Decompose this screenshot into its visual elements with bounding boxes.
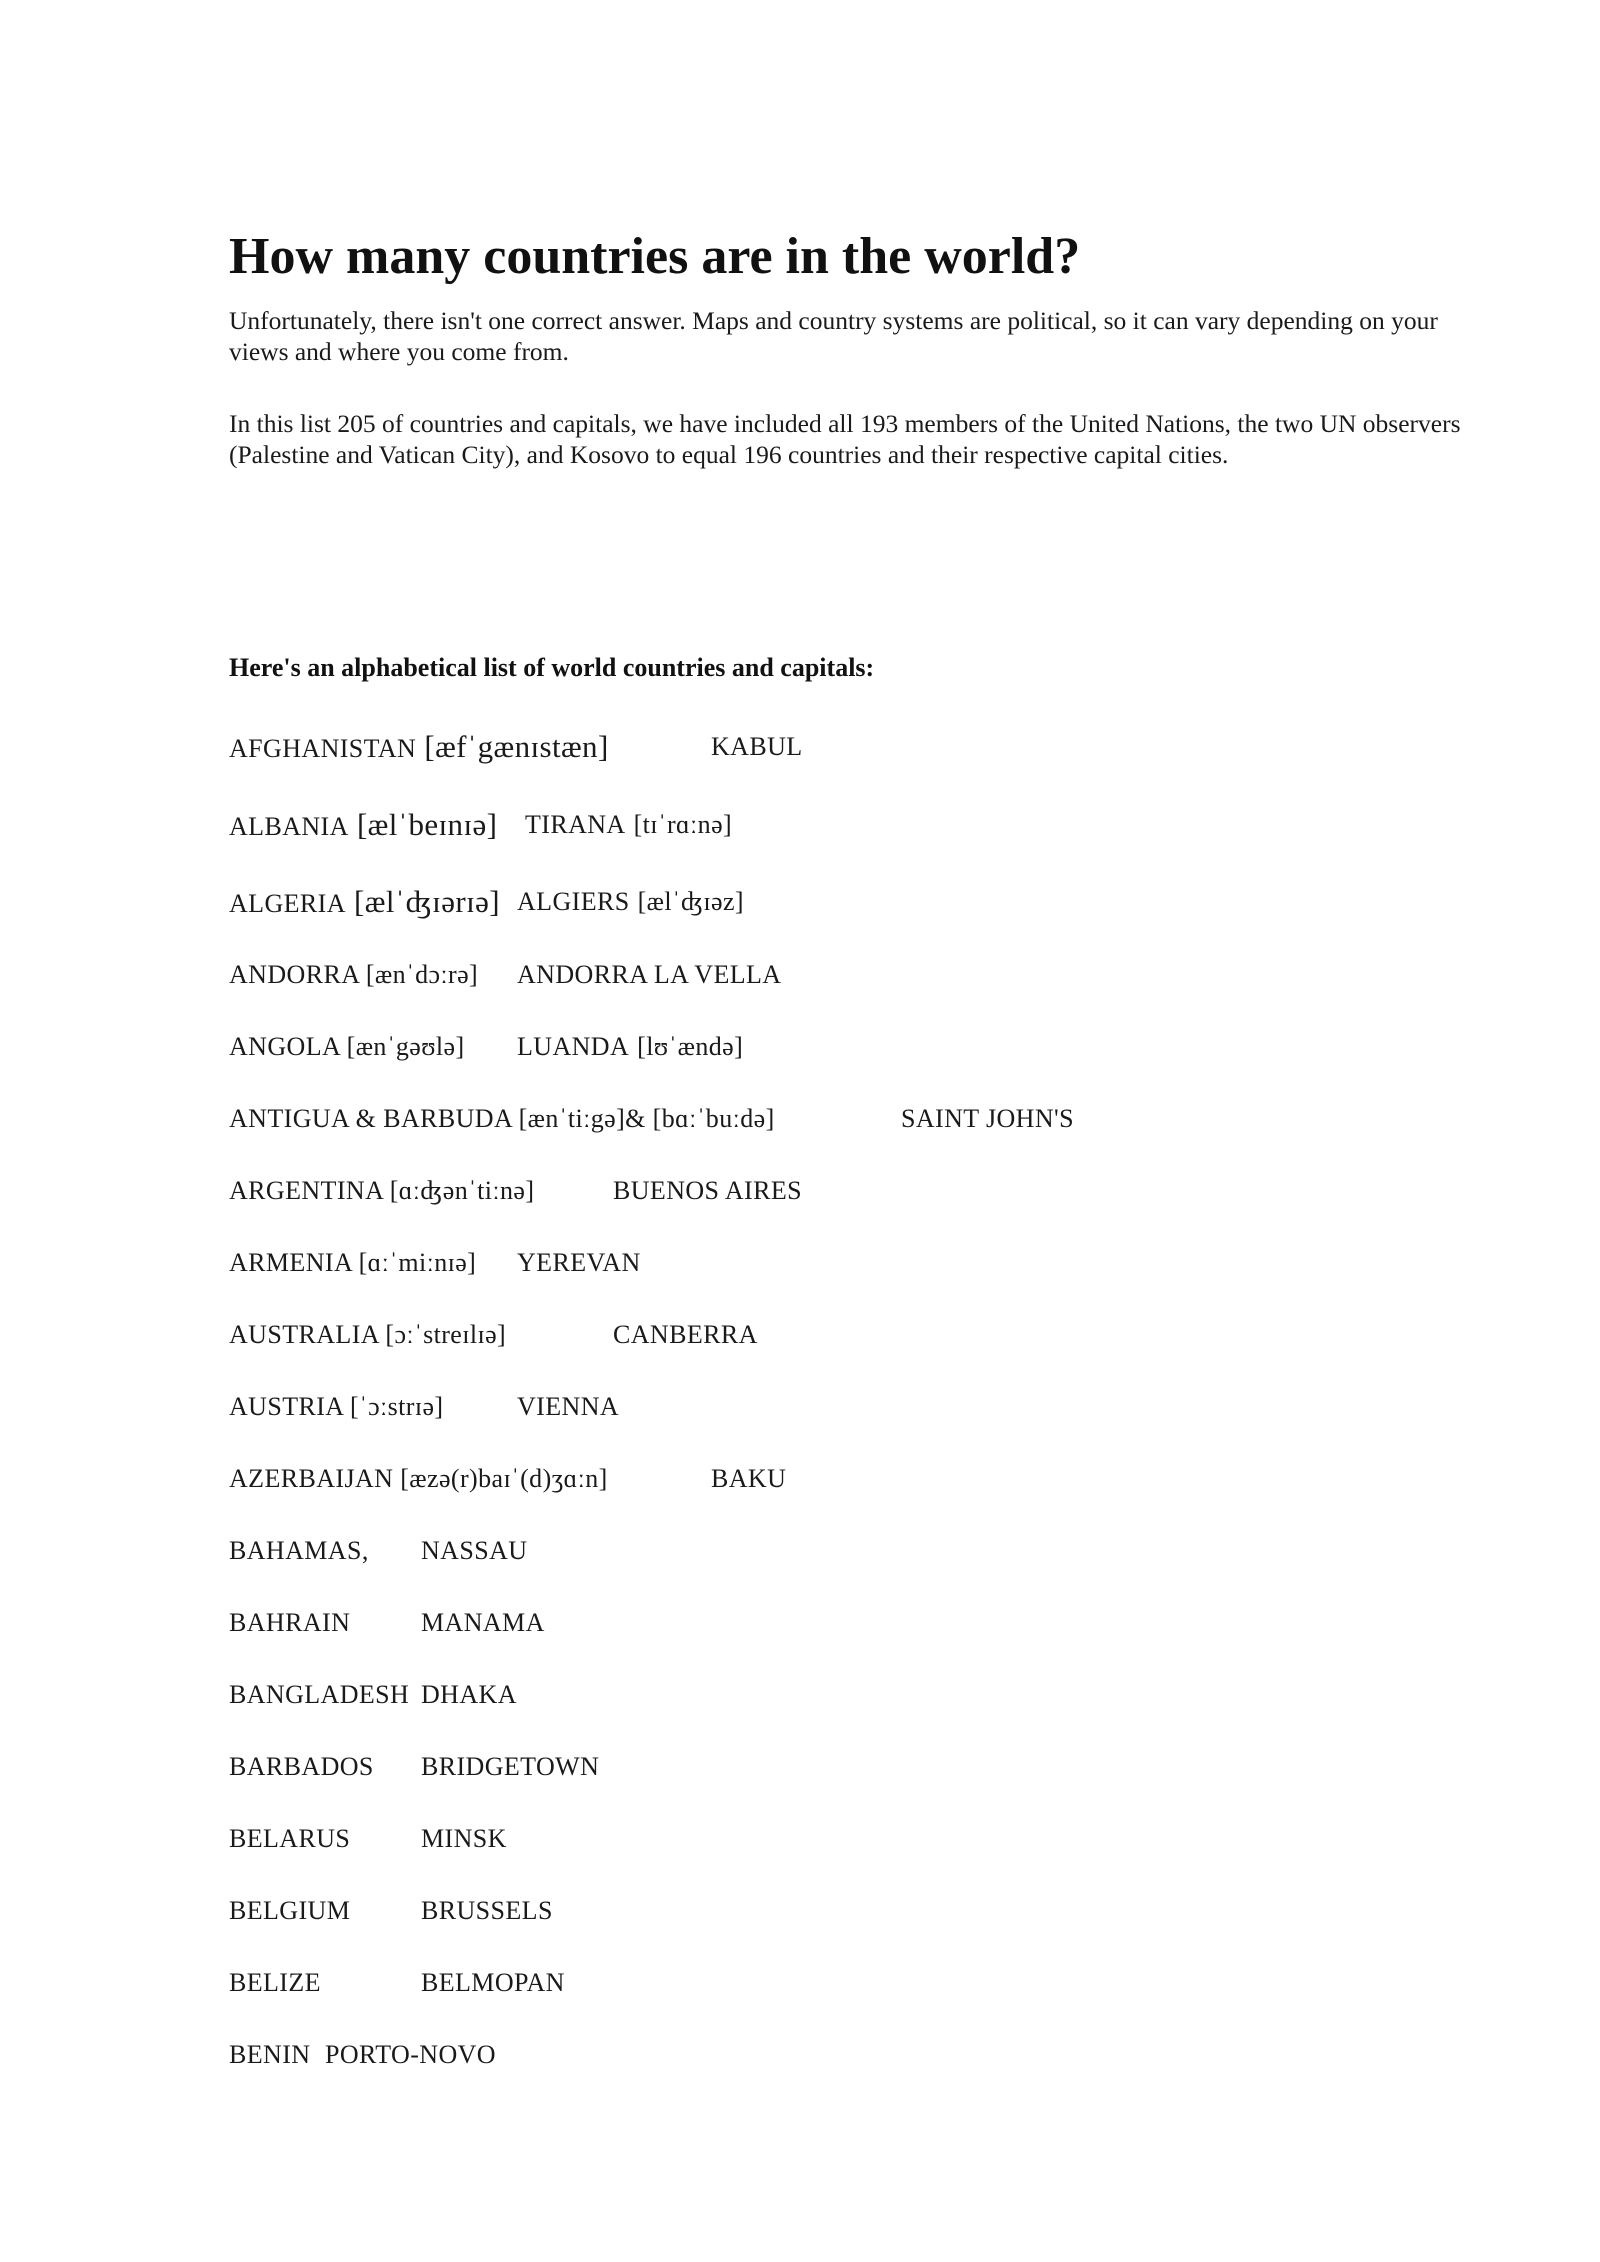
list-item: [229, 2035, 1529, 2075]
list-item: [229, 1747, 1529, 1787]
capital-label: NASSAU: [421, 1536, 528, 1565]
country-name: BAHAMAS,: [229, 1536, 369, 1565]
capital-label: BAKU: [711, 1464, 787, 1493]
capital-name: [613, 1171, 802, 1211]
list-item: [229, 805, 1529, 845]
country-name: AUSTRALIA [ɔːˈstreɪlɪə]: [229, 1320, 507, 1349]
country-pronunciation: [ɑːʤənˈtiːnə]: [382, 1176, 535, 1205]
country-name: ANDORRA [ænˈdɔːrə]: [229, 960, 479, 989]
capital-name: [325, 2035, 496, 2075]
capital-name: [421, 1747, 599, 1787]
country-name: BANGLADESH: [229, 1680, 410, 1709]
capital-pronunciation: [tɪˈrɑːnə]: [633, 810, 733, 839]
country-name: AZERBAIJAN [æzə(r)baɪˈ(d)ʒɑːn]: [229, 1464, 608, 1493]
capital-label: TIRANA: [525, 810, 626, 839]
country-name: BARBADOS: [229, 1752, 374, 1781]
capital-label: BRIDGETOWN: [421, 1752, 600, 1781]
country-pronunciation: [æfˈgænɪstæn]: [416, 729, 609, 764]
list-item: [229, 1027, 1529, 1067]
list-heading: Here's an alphabetical list of world countries and capitals:: [229, 653, 875, 682]
list-item: [229, 1459, 1529, 1499]
list-item: [229, 1603, 1529, 1643]
country-pronunciation: [æzə(r)baɪˈ(d)ʒɑːn]: [393, 1464, 608, 1493]
list-item: [229, 1243, 1529, 1283]
list-item: [229, 1891, 1529, 1931]
capital-pronunciation: [ælˈʤɪəz]: [637, 887, 744, 916]
capital-name: [517, 882, 744, 922]
country-name: ANTIGUA & BARBUDA [ænˈtiːgə]& [bɑːˈbuːdə]: [229, 1104, 775, 1133]
capital-pronunciation: [lʊˈændə]: [637, 1032, 744, 1061]
capital-name: [901, 1099, 1074, 1139]
capital-name: [517, 955, 781, 995]
list-item: [229, 1315, 1529, 1355]
capital-name: [711, 1459, 786, 1499]
capital-name: [421, 1675, 517, 1715]
country-name: ANGOLA [ænˈgəʊlə]: [229, 1032, 465, 1061]
list-item: [229, 1963, 1529, 2003]
capital-label: PORTO-NOVO: [325, 2040, 496, 2069]
capital-name: [421, 1819, 507, 1859]
list-item: [229, 1675, 1529, 1715]
capital-label: KABUL: [711, 732, 803, 761]
country-pronunciation: [ælˈʤɪərɪə]: [345, 884, 500, 919]
country-pronunciation: [ænˈdɔːrə]: [358, 960, 479, 989]
country-name: AUSTRIA [ˈɔːstrɪə]: [229, 1392, 444, 1421]
capital-name: [517, 1027, 743, 1067]
list-description-paragraph: In this list 205 of countries and capitals, we have included all 193 members of the United Nations, the two UN observers (Palestine and Vatican City), and Kosovo to equal 196 countries and their respective capital cities.: [229, 409, 1461, 469]
intro-paragraph: Unfortunately, there isn't one correct answer. Maps and country systems are political, so it can vary depending on your views and where you come from.: [229, 306, 1438, 366]
capital-label: BUENOS AIRES: [613, 1176, 802, 1205]
capital-label: CANBERRA: [613, 1320, 758, 1349]
list-item: [229, 1531, 1529, 1571]
country-pronunciation: [ænˈgəʊlə]: [339, 1032, 465, 1061]
country-pronunciation: [ælˈbeɪnɪə]: [348, 807, 498, 842]
page-title: How many countries are in the world?: [229, 228, 1081, 285]
capital-label: BRUSSELS: [421, 1896, 553, 1925]
country-pronunciation: [ɑːˈmiːnɪə]: [351, 1248, 477, 1277]
capital-label: DHAKA: [421, 1680, 517, 1709]
capital-label: SAINT JOHN'S: [901, 1104, 1074, 1133]
country-name: ALBANIA [ælˈbeɪnɪə]: [229, 807, 498, 842]
capital-name: [421, 1603, 545, 1643]
capital-name: [613, 1315, 758, 1355]
country-pronunciation: [ˈɔːstrɪə]: [343, 1392, 444, 1421]
capital-name: [517, 1243, 641, 1283]
capital-label: MANAMA: [421, 1608, 545, 1637]
country-pronunciation: [ɔːˈstreɪlɪə]: [378, 1320, 507, 1349]
capital-label: LUANDA: [517, 1032, 630, 1061]
capital-name: [525, 805, 732, 845]
capital-label: ALGIERS: [517, 887, 630, 916]
capital-label: MINSK: [421, 1824, 507, 1853]
list-item: [229, 955, 1529, 995]
country-name: ALGERIA [ælˈʤɪərɪə]: [229, 884, 500, 919]
capital-name: [421, 1531, 527, 1571]
country-name: BELARUS: [229, 1824, 351, 1853]
capital-label: BELMOPAN: [421, 1968, 565, 1997]
country-name: BELIZE: [229, 1968, 321, 1997]
capital-name: [421, 1963, 565, 2003]
country-name: ARGENTINA [ɑːʤənˈtiːnə]: [229, 1176, 535, 1205]
capital-label: YEREVAN: [517, 1248, 641, 1277]
list-item: [229, 882, 1529, 922]
country-name: BELGIUM: [229, 1896, 351, 1925]
country-pronunciation: [ænˈtiːgə]& [bɑːˈbuːdə]: [511, 1104, 775, 1133]
list-item: [229, 1171, 1529, 1211]
country-name: BAHRAIN: [229, 1608, 351, 1637]
capital-name: [517, 1387, 619, 1427]
capital-name: [711, 727, 803, 767]
list-item: [229, 1387, 1529, 1427]
capital-label: ANDORRA LA VELLA: [517, 960, 782, 989]
list-item: [229, 1099, 1529, 1139]
list-item: [229, 1819, 1529, 1859]
capital-name: [421, 1891, 553, 1931]
country-name: AFGHANISTAN [æfˈgænɪstæn]: [229, 729, 609, 764]
capital-label: VIENNA: [517, 1392, 620, 1421]
country-name: BENIN: [229, 2040, 311, 2069]
country-name: ARMENIA [ɑːˈmiːnɪə]: [229, 1248, 477, 1277]
list-item: [229, 727, 1529, 767]
